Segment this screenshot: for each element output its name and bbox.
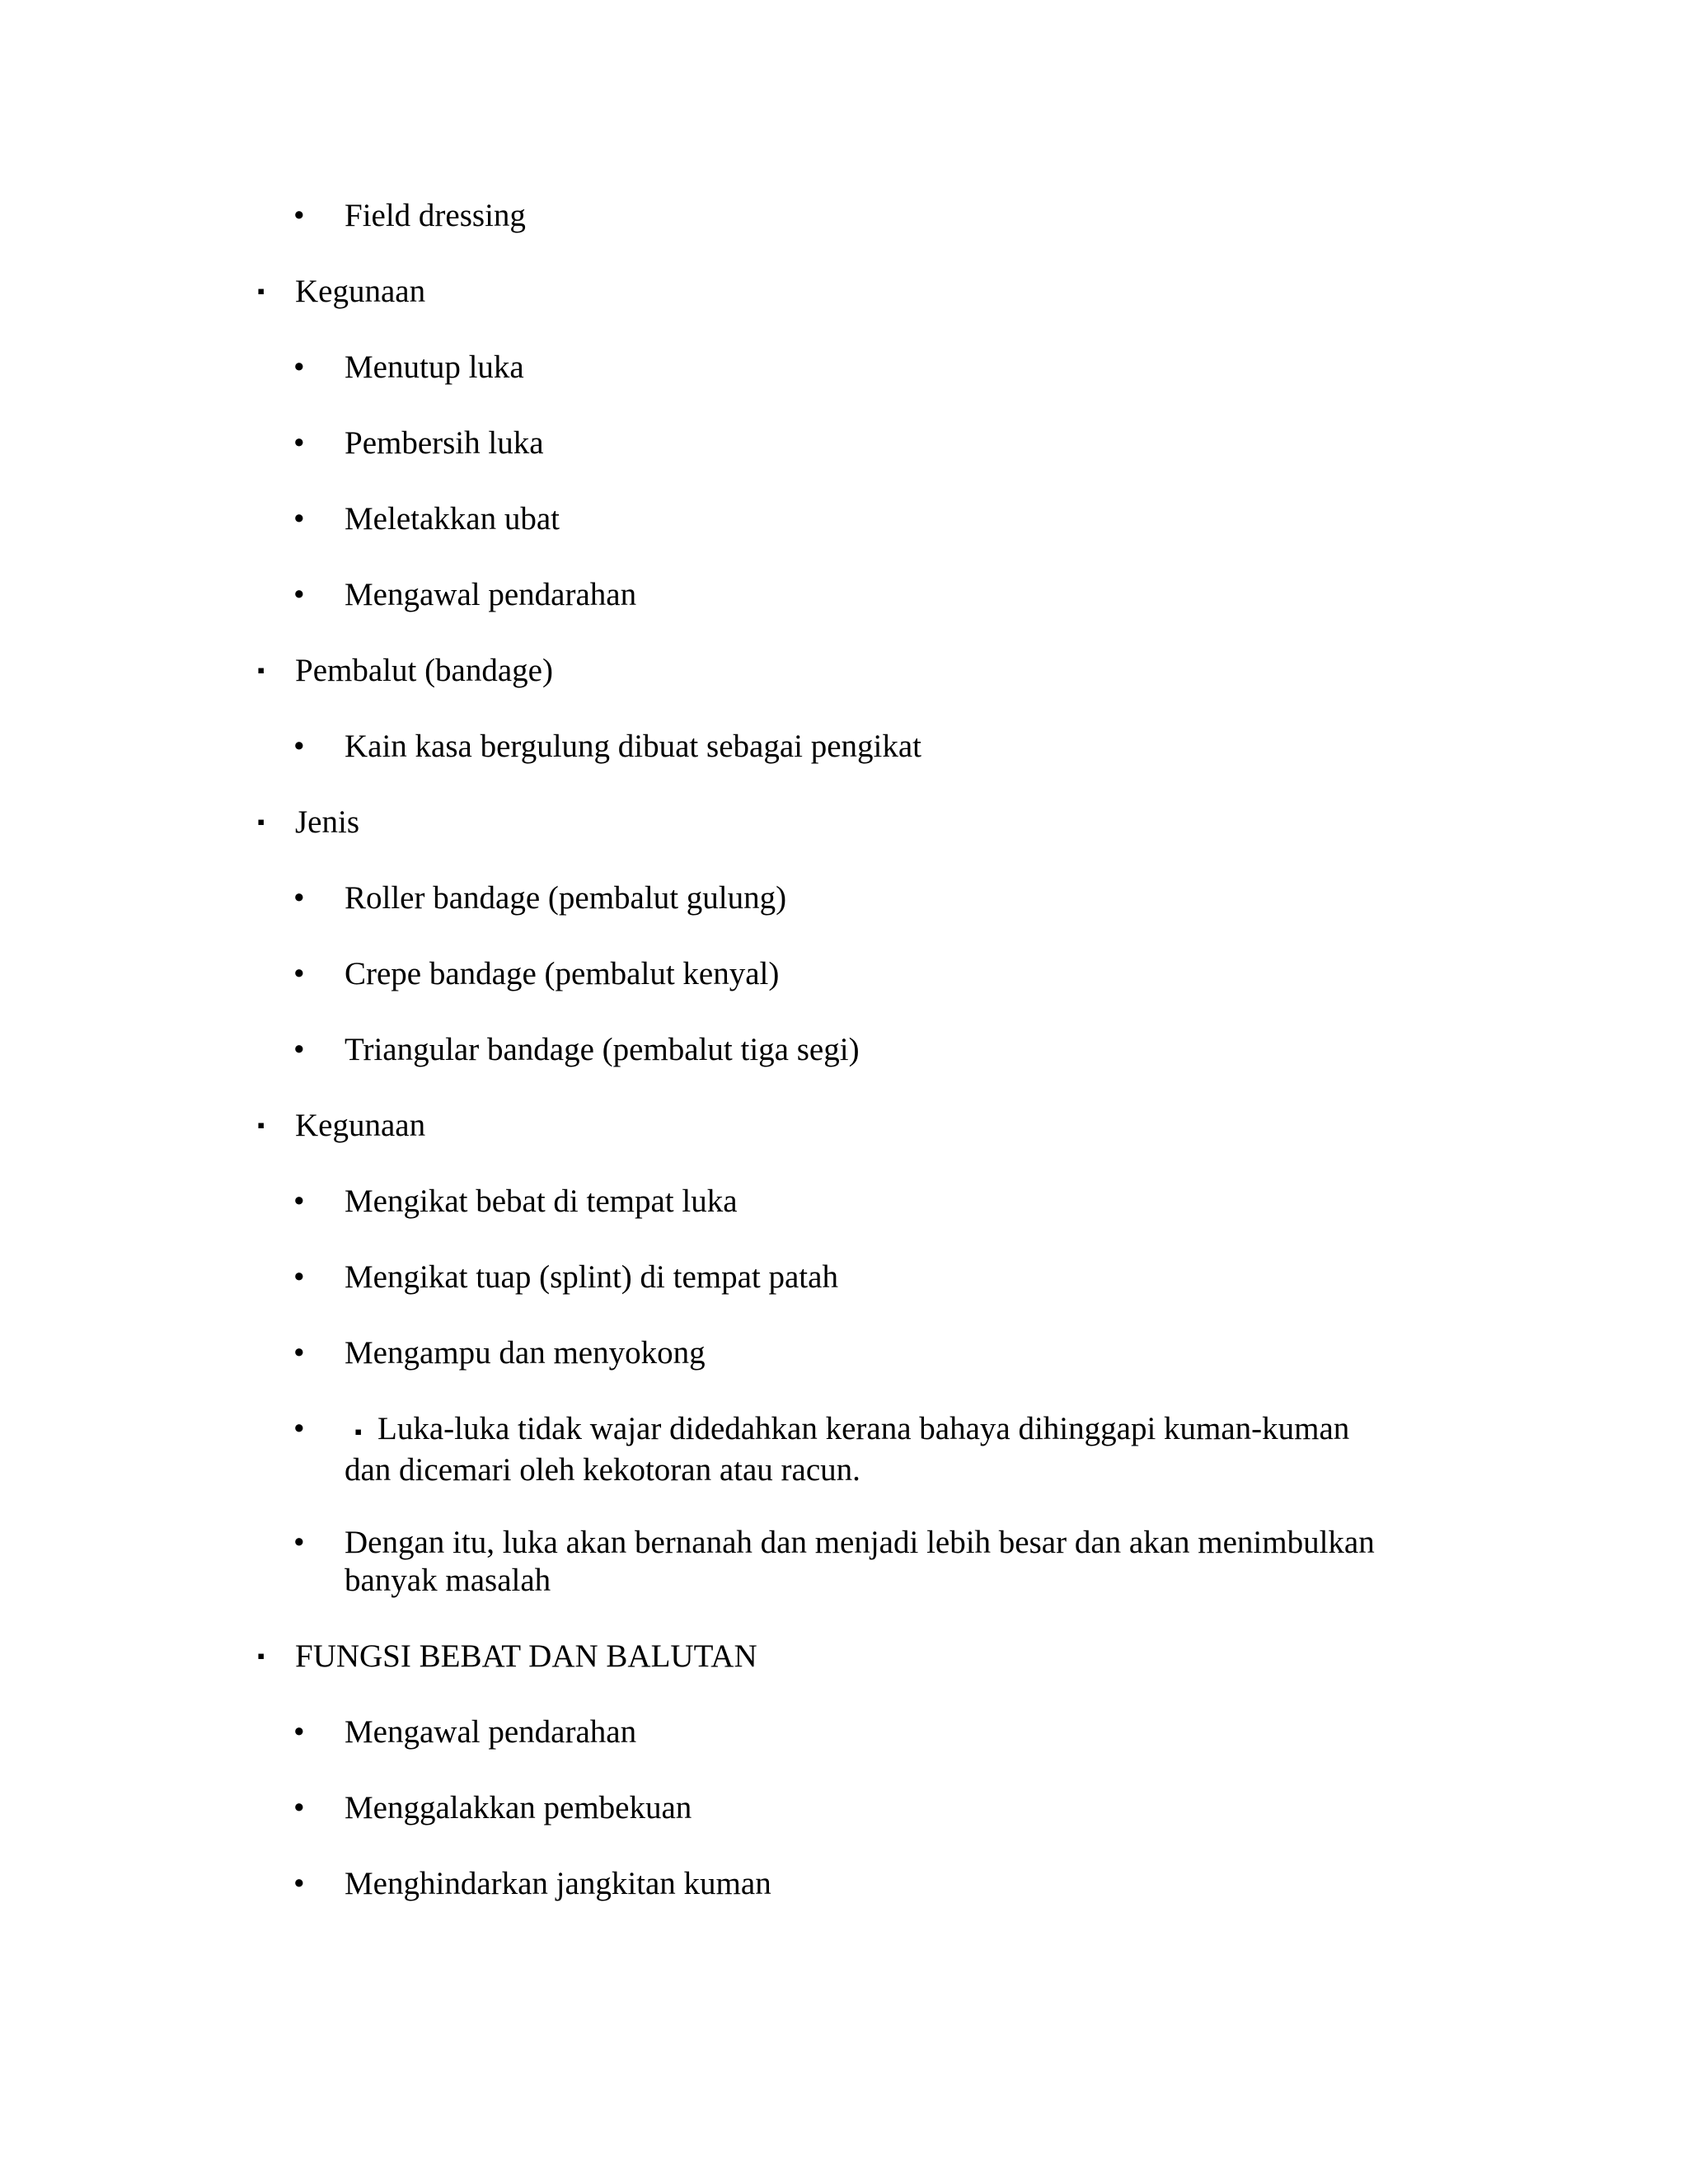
- list-item: [293, 1713, 637, 1751]
- round-bullet-icon: •: [293, 198, 305, 233]
- list-item-line: [345, 1451, 1349, 1489]
- list-item-text: FUNGSI BEBAT DAN BALUTAN: [295, 1638, 757, 1674]
- square-bullet-icon: ▪: [257, 1113, 265, 1137]
- list-item-text: Luka-luka tidak wajar didedahkan kerana bahaya dihinggapi kuman-kuman: [377, 1411, 1350, 1446]
- list-item: [293, 424, 544, 462]
- list-item-text: Menghindarkan jangkitan kuman: [345, 1866, 771, 1901]
- list-item: [257, 652, 553, 690]
- square-bullet-icon: ▪: [257, 810, 265, 834]
- list-item: [293, 1183, 738, 1221]
- list-item: [293, 728, 922, 766]
- list-item-text: Mengikat tuap (splint) di tempat patah: [345, 1259, 838, 1295]
- list-item-text: dan dicemari oleh kekotoran atau racun.: [345, 1452, 860, 1488]
- list-item: [293, 576, 637, 614]
- list-item: [257, 804, 359, 841]
- list-item: [293, 197, 526, 235]
- list-item-text: Mengawal pendarahan: [345, 1714, 637, 1750]
- list-item-line: [345, 1410, 1349, 1451]
- list-item-text: Dengan itu, luka akan bernanah dan menjadi lebih besar dan akan menimbulkan: [345, 1525, 1375, 1560]
- list-item: [257, 1107, 426, 1145]
- round-bullet-icon: •: [293, 577, 305, 612]
- list-item: [293, 1410, 1350, 1489]
- list-item-text: Crepe bandage (pembalut kenyal): [345, 956, 780, 991]
- list-item-text: Pembalut (bandage): [295, 653, 553, 688]
- list-item-text: Roller bandage (pembalut gulung): [345, 880, 787, 916]
- round-bullet-icon: •: [293, 1411, 305, 1446]
- list-item-text: Field dressing: [345, 198, 526, 233]
- round-bullet-icon: •: [293, 729, 305, 764]
- list-item-text: Mengampu dan menyokong: [345, 1335, 706, 1371]
- list-item: [293, 1865, 771, 1903]
- list-item: [293, 1334, 706, 1372]
- round-bullet-icon: •: [293, 349, 305, 385]
- list-item-text: Kain kasa bergulung dibuat sebagai pengikat: [345, 729, 922, 764]
- list-item: [293, 955, 780, 993]
- square-bullet-icon: ▪: [354, 1420, 363, 1444]
- list-item: [293, 500, 560, 538]
- round-bullet-icon: •: [293, 1525, 305, 1560]
- list-item-text: Menggalakkan pembekuan: [345, 1790, 692, 1825]
- list-item: [293, 879, 787, 917]
- list-item-text: Pembersih luka: [345, 425, 544, 461]
- square-bullet-icon: ▪: [257, 658, 265, 682]
- list-item-text: banyak masalah: [345, 1563, 551, 1598]
- list-item-text: Mengawal pendarahan: [345, 577, 637, 612]
- round-bullet-icon: •: [293, 425, 305, 461]
- square-bullet-icon: ▪: [257, 279, 265, 303]
- round-bullet-icon: •: [293, 1714, 305, 1750]
- list-item-text: Kegunaan: [295, 1108, 426, 1143]
- list-item: [293, 1789, 692, 1827]
- round-bullet-icon: •: [293, 1866, 305, 1901]
- list-item: [257, 1638, 757, 1675]
- square-bullet-icon: ▪: [257, 1644, 265, 1668]
- list-item-line: [345, 1524, 1375, 1562]
- list-item-text: Kegunaan: [295, 274, 426, 309]
- round-bullet-icon: •: [293, 501, 305, 537]
- list-item-text: Jenis: [295, 804, 359, 840]
- list-item-text: Triangular bandage (pembalut tiga segi): [345, 1032, 860, 1067]
- list-item: [293, 1524, 1375, 1600]
- list-item-text: Menutup luka: [345, 349, 524, 385]
- round-bullet-icon: •: [293, 1183, 305, 1219]
- round-bullet-icon: •: [293, 880, 305, 916]
- list-item: [257, 273, 426, 311]
- list-item: [293, 1031, 860, 1069]
- round-bullet-icon: •: [293, 956, 305, 991]
- list-item: [293, 1258, 838, 1296]
- round-bullet-icon: •: [293, 1335, 305, 1371]
- list-item: [293, 349, 524, 387]
- round-bullet-icon: •: [293, 1259, 305, 1295]
- round-bullet-icon: •: [293, 1790, 305, 1825]
- list-item-text: Mengikat bebat di tempat luka: [345, 1183, 738, 1219]
- list-item-text: Meletakkan ubat: [345, 501, 560, 537]
- list-item-line: [345, 1562, 1375, 1600]
- round-bullet-icon: •: [293, 1032, 305, 1067]
